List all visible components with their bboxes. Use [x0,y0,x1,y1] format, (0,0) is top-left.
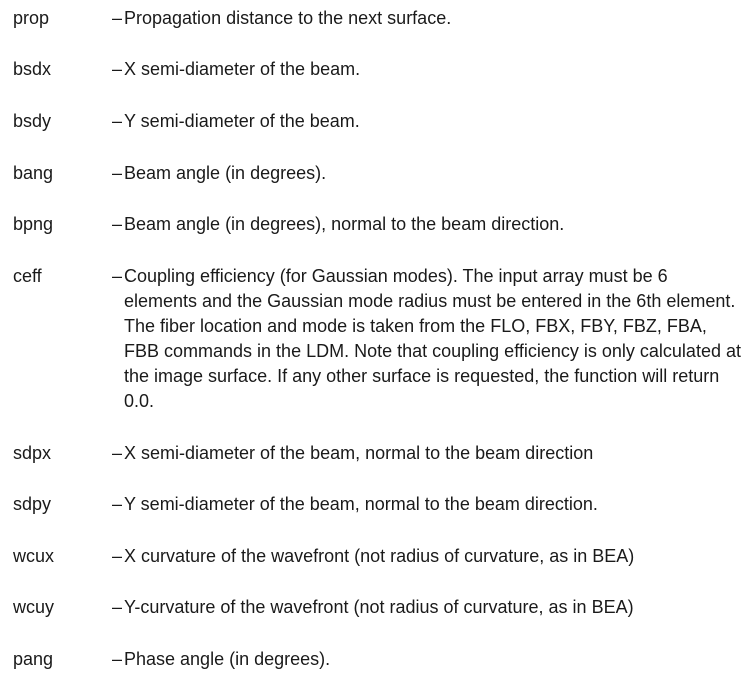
dash: – [112,546,123,566]
definition [112,441,744,466]
dash: – [112,59,123,79]
term: bsdx [13,59,52,79]
term: prop [13,8,50,28]
definition-text: Y-curvature of the wavefront (not radius of curvature, as in BEA) [124,597,634,617]
definition-text: X semi-diameter of the beam. [124,59,361,79]
definition [112,6,744,31]
definition [112,264,744,414]
definition-text: Y semi-diameter of the beam, normal to the beam direction. [124,494,598,514]
dash: – [112,8,123,28]
term: pang [13,649,54,669]
definition-text: Propagation distance to the next surface. [124,8,452,28]
definition [112,212,744,237]
term: sdpx [13,443,52,463]
term: bpng [13,214,54,234]
definition [112,544,744,569]
definition-text: Coupling efficiency (for Gaussian modes). The input array must be 6 elements and the Gaussian mode radius must be entered in the 6th element. The fiber location and mode is taken from the FLO, FBX, FBY, FBZ, FBA, FBB commands in the LDM. Note that coupling efficiency is only calculated at the image surface. If any other surface is requested, the function will return 0.0. [124,266,741,411]
dash: – [112,649,123,669]
definition [112,57,744,82]
definition-text: X semi-diameter of the beam, normal to the beam direction [124,443,594,463]
definition [112,595,744,620]
definition-text: Y semi-diameter of the beam. [124,111,360,131]
dash: – [112,494,123,514]
term: wcuy [13,597,55,617]
definition-text: Phase angle (in degrees). [124,649,331,669]
dash: – [112,163,123,183]
definition-text: X curvature of the wavefront (not radius of curvature, as in BEA) [124,546,635,566]
term: wcux [13,546,55,566]
dash: – [112,111,123,131]
definition-text: Beam angle (in degrees). [124,163,327,183]
term: ceff [13,266,42,286]
definition [112,647,744,672]
definition [112,109,744,134]
dash: – [112,597,123,617]
term: bsdy [13,111,52,131]
dash: – [112,214,123,234]
term: sdpy [13,494,52,514]
definition-text: Beam angle (in degrees), normal to the beam direction. [124,214,565,234]
dash: – [112,443,123,463]
dash: – [112,266,123,286]
definition [112,161,744,186]
definition [112,492,744,517]
term: bang [13,163,54,183]
